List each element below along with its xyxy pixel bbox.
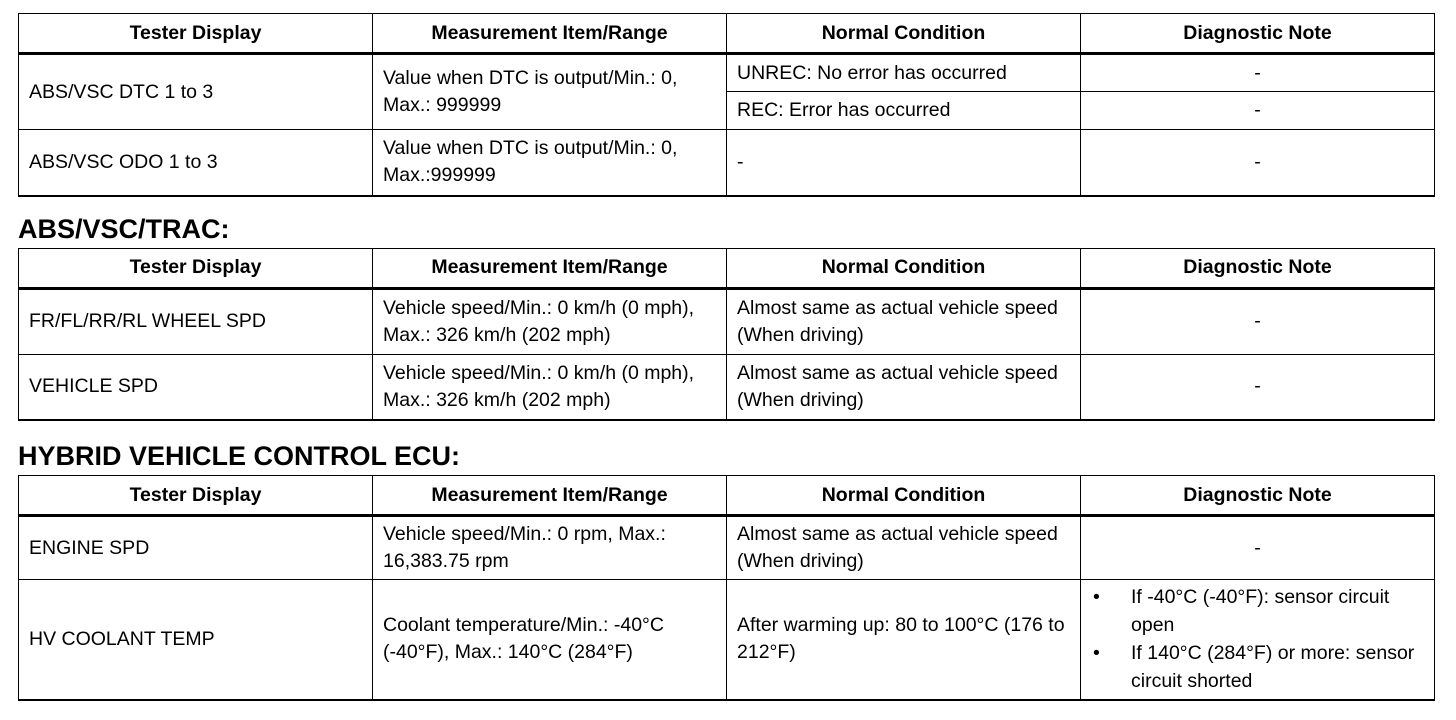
table-row: [19, 516, 1435, 580]
header-measurement: Measurement Item/Range: [373, 14, 727, 54]
normal-condition-cell: Almost same as actual vehicle speed (When driving): [727, 288, 1081, 354]
diagnostic-note-cell: [1081, 580, 1435, 700]
measurement-cell: Value when DTC is output/Min.: 0, Max.: 999999: [373, 54, 727, 130]
list-item: [1091, 639, 1424, 695]
abs-vsc-trac-table: [18, 248, 1435, 422]
document-page: [18, 13, 1434, 701]
header-tester-display: Tester Display: [19, 476, 373, 516]
normal-condition-cell: -: [727, 130, 1081, 196]
section-title-abs-vsc-trac: ABS/VSC/TRAC:: [18, 213, 230, 244]
measurement-cell: Vehicle speed/Min.: 0 km/h (0 mph), Max.: 326 km/h (202 mph): [373, 354, 727, 420]
bullet: •: [1093, 586, 1100, 609]
table-row: [19, 580, 1435, 700]
header-normal-condition: Normal Condition: [727, 248, 1081, 288]
table-header-row: [19, 248, 1435, 288]
header-normal-condition: Normal Condition: [727, 14, 1081, 54]
header-diagnostic-note: Diagnostic Note: [1081, 248, 1435, 288]
note-text: If -40°C (-40°F): sensor circuit open: [1131, 586, 1390, 637]
measurement-cell: Coolant temperature/Min.: -40°C (-40°F), Max.: 140°C (284°F): [373, 580, 727, 700]
diagnostic-note-cell: -: [1081, 92, 1435, 130]
tester-display-cell: FR/FL/RR/RL WHEEL SPD: [19, 288, 373, 354]
header-measurement: Measurement Item/Range: [373, 248, 727, 288]
normal-condition-cell: REC: Error has occurred: [727, 92, 1081, 130]
tester-display-cell: VEHICLE SPD: [19, 354, 373, 420]
tester-display-cell: ENGINE SPD: [19, 516, 373, 580]
header-measurement: Measurement Item/Range: [373, 476, 727, 516]
hybrid-vehicle-control-ecu-table: [18, 475, 1435, 701]
table-header-row: [19, 476, 1435, 516]
diagnostic-note-cell: -: [1081, 354, 1435, 420]
header-diagnostic-note: Diagnostic Note: [1081, 476, 1435, 516]
normal-condition-cell: Almost same as actual vehicle speed (When driving): [727, 516, 1081, 580]
header-normal-condition: Normal Condition: [727, 476, 1081, 516]
abs-vsc-dtc-table: [18, 13, 1435, 197]
normal-condition-cell: After warming up: 80 to 100°C (176 to 212°F): [727, 580, 1081, 700]
normal-condition-cell: UNREC: No error has occurred: [727, 54, 1081, 92]
list-item: [1091, 583, 1424, 639]
table-row: [19, 288, 1435, 354]
tester-display-cell: ABS/VSC DTC 1 to 3: [19, 54, 373, 130]
tester-display-cell: ABS/VSC ODO 1 to 3: [19, 130, 373, 196]
diagnostic-note-cell: -: [1081, 288, 1435, 354]
measurement-cell: Value when DTC is output/Min.: 0, Max.:999999: [373, 130, 727, 196]
table-row: [19, 354, 1435, 420]
header-diagnostic-note: Diagnostic Note: [1081, 14, 1435, 54]
normal-condition-cell: Almost same as actual vehicle speed (When driving): [727, 354, 1081, 420]
diagnostic-note-cell: -: [1081, 54, 1435, 92]
table-row: [19, 130, 1435, 196]
diagnostic-note-cell: -: [1081, 130, 1435, 196]
measurement-cell: Vehicle speed/Min.: 0 rpm, Max.: 16,383.75 rpm: [373, 516, 727, 580]
header-tester-display: Tester Display: [19, 14, 373, 54]
diagnostic-note-list: [1091, 583, 1424, 695]
section-title-hybrid-vehicle-control-ecu: HYBRID VEHICLE CONTROL ECU:: [18, 441, 461, 471]
bullet: •: [1093, 642, 1100, 665]
measurement-cell: Vehicle speed/Min.: 0 km/h (0 mph), Max.: 326 km/h (202 mph): [373, 288, 727, 354]
diagnostic-note-cell: -: [1081, 516, 1435, 580]
header-tester-display: Tester Display: [19, 248, 373, 288]
table-row: [19, 54, 1435, 92]
table-header-row: [19, 14, 1435, 54]
tester-display-cell: HV COOLANT TEMP: [19, 580, 373, 700]
note-text: If 140°C (284°F) or more: sensor circuit shorted: [1131, 642, 1415, 693]
